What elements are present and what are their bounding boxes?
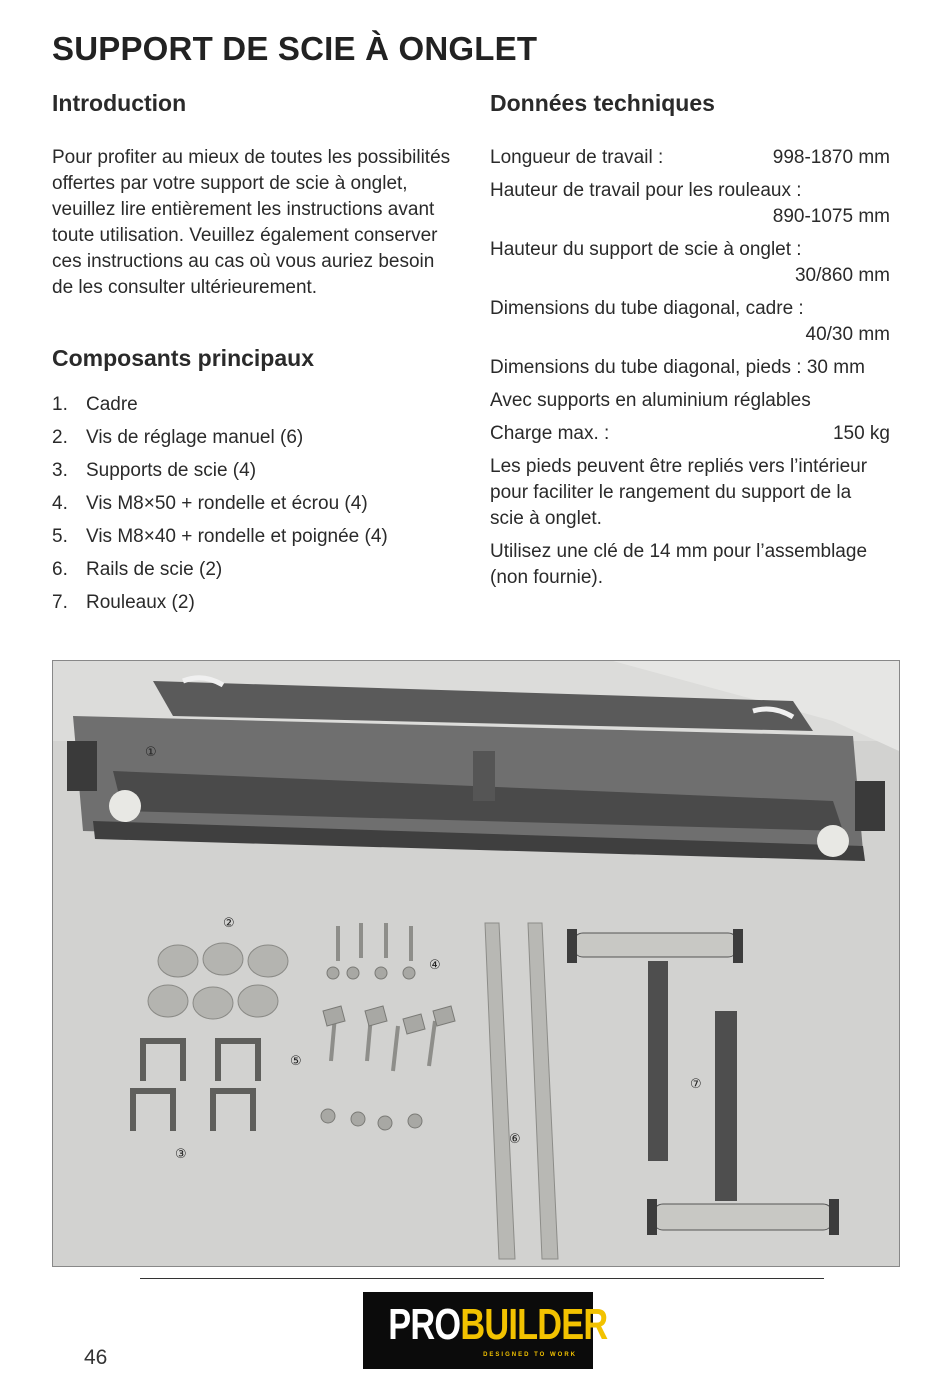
list-item [52, 557, 452, 590]
list-item [52, 590, 452, 623]
right-column [490, 90, 890, 598]
spec-label: Dimensions du tube diagonal, cadre : [490, 298, 804, 319]
item-label: Vis de réglage manuel (6) [86, 427, 304, 448]
item-label: Cadre [86, 394, 138, 415]
spec-roller-height [490, 178, 890, 230]
probuilder-logo [363, 1292, 608, 1369]
spec-max-load [490, 421, 890, 447]
item-number: 1. [52, 394, 68, 415]
item-label: Vis M8×50 + rondelle et écrou (4) [86, 493, 368, 514]
specs-list [490, 145, 890, 591]
spec-label: Charge max. : [490, 423, 610, 444]
spec-label: Hauteur du support de scie à onglet : [490, 239, 802, 260]
item-number: 5. [52, 526, 68, 547]
spec-value: 30/860 mm [794, 265, 890, 286]
logo-wordmark [388, 1300, 608, 1350]
list-item [52, 425, 452, 458]
spec-label: Hauteur de travail pour les rouleaux : [490, 180, 802, 201]
item-label: Rouleaux (2) [86, 592, 195, 613]
item-label: Vis M8×40 + rondelle et poignée (4) [86, 526, 388, 547]
components-heading: Composants principaux [52, 345, 314, 371]
spec-length [490, 145, 890, 171]
spec-label: Longueur de travail : [490, 147, 664, 168]
item-number: 2. [52, 427, 68, 448]
spec-folding: Les pieds peuvent être repliés vers l’intérieur pour faciliter le rangement du support de la scie à onglet. [490, 456, 868, 529]
introduction-text: Pour profiter au mieux de toutes les possibilités offertes par votre support de scie à onglet, veuillez lire entièrement les instructions avant toute utilisation. Veuillez également conserver ces instructions au cas où vous auriez besoin de les consulter ultérieurement. [52, 147, 451, 298]
list-item [52, 458, 452, 491]
list-item [52, 524, 452, 557]
callout-2: ② [223, 916, 235, 931]
item-number: 3. [52, 460, 68, 481]
item-number: 7. [52, 592, 68, 613]
item-number: 4. [52, 493, 68, 514]
callout-7: ⑦ [690, 1077, 702, 1092]
callout-6: ⑥ [509, 1132, 521, 1147]
callout-3: ③ [175, 1147, 187, 1162]
callout-4: ④ [429, 958, 441, 973]
spec-value: 40/30 mm [805, 324, 890, 345]
list-item [52, 392, 452, 425]
callout-1: ① [145, 745, 157, 760]
item-label: Supports de scie (4) [86, 460, 257, 481]
page-number: 46 [84, 1346, 108, 1369]
components-list [52, 392, 452, 623]
spec-stand-height [490, 237, 890, 289]
page-title: SUPPORT DE SCIE À ONGLET [52, 30, 538, 67]
spec-aluminium: Avec supports en aluminium réglables [490, 390, 811, 411]
logo-builder: BUILDER [460, 1300, 608, 1349]
components-photo [52, 660, 900, 1267]
footer-divider [140, 1278, 824, 1279]
logo-tagline: DESIGNED TO WORK [483, 1352, 577, 1358]
item-number: 6. [52, 559, 68, 580]
spec-value: 150 kg [832, 423, 890, 444]
specs-heading: Données techniques [490, 90, 715, 116]
logo-pro: PRO [388, 1300, 461, 1349]
spec-frame-tube [490, 296, 890, 348]
frame-illustration [67, 678, 885, 861]
introduction-heading: Introduction [52, 90, 187, 116]
list-item [52, 491, 452, 524]
callout-5: ⑤ [290, 1054, 302, 1069]
spec-value: 998-1870 mm [772, 147, 890, 168]
spec-value: 890-1075 mm [772, 206, 890, 227]
spec-wrench: Utilisez une clé de 14 mm pour l’assemblage (non fournie). [490, 541, 868, 588]
item-label: Rails de scie (2) [86, 559, 223, 580]
left-column [52, 90, 452, 623]
spec-legs-tube: Dimensions du tube diagonal, pieds : 30 mm [490, 357, 865, 378]
